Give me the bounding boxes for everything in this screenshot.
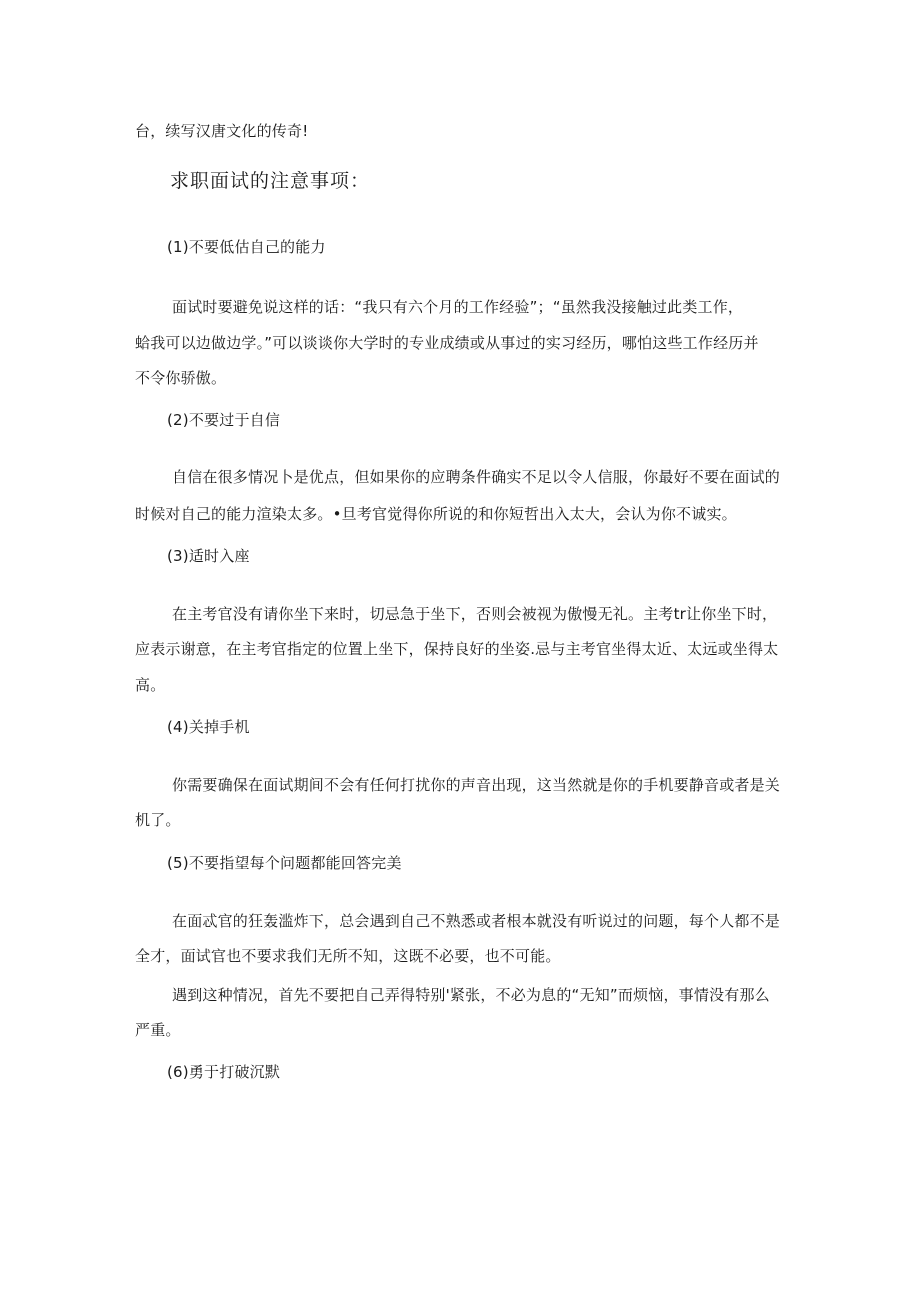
paragraph-line: 在主考官没有请你坐下来时，切忌急于坐下，否则会被视为傲慢无礼。主考tr让你坐下时， [172,605,778,623]
paragraph-line: 机了。 [135,811,181,829]
paragraph-line: 遇到这种情况，首先不要把自己弄得特别'紧张，不必为息的“无知”而烦恼，事情没有那么 [172,986,770,1004]
paragraph-line: 全才，面试官也不要求我们无所不知，这既不必要，也不可能。 [135,947,561,965]
section-heading: (1)不要低估自己的能力 [167,238,326,256]
paragraph-line: 自信在很多情况卜是优点，但如果你的应聘条件确实不足以令人信服，你最好不要在面试的 [172,468,781,486]
section-heading: (4)关掉手机 [167,718,250,736]
section-heading: (5)不要指望每个问题都能回答完美 [167,854,402,872]
paragraph-line: 蛤我可以边做边学。”可以谈谈你大学时的专业成绩或从事过的实习经历，哪怕这些工作经历并 [135,334,759,352]
paragraph-line: 不令你骄傲。 [135,369,227,387]
document-title: 求职面试的注意事项： [170,170,371,192]
paragraph-line: 在面忒官的狂轰滥炸下，总会遇到自己不熟悉或者根本就没有听说过的问题，每个人都不是 [172,912,781,930]
intro-tail: 台，续写汉唐文化的传奇! [135,122,309,140]
paragraph-line: 时候对自己的能力渲染太多。•旦考官觉得你所说的和你短哲出入太大，会认为你不诚实。 [135,505,737,523]
section-heading: (6)勇于打破沉默 [167,1063,281,1081]
section-heading: (2)不要过于自信 [167,411,281,429]
paragraph-line: 高。 [135,676,166,694]
section-heading: (3)适时入座 [167,547,250,565]
paragraph-line: 应表示谢意，在主考官指定的位置上坐下，保持良好的坐姿.忌与主考官坐得太近、太远或坐得太 [135,640,779,658]
paragraph-line: 你需要确保在面试期间不会有任何打扰你的声音出现，这当然就是你的手机要静音或者是关 [172,776,781,794]
paragraph-line: 面试时要避免说这样的话：“我只有六个月的工作经验”；“虽然我没接触过此类工作， [172,298,744,316]
paragraph-line: 严重。 [135,1021,181,1039]
